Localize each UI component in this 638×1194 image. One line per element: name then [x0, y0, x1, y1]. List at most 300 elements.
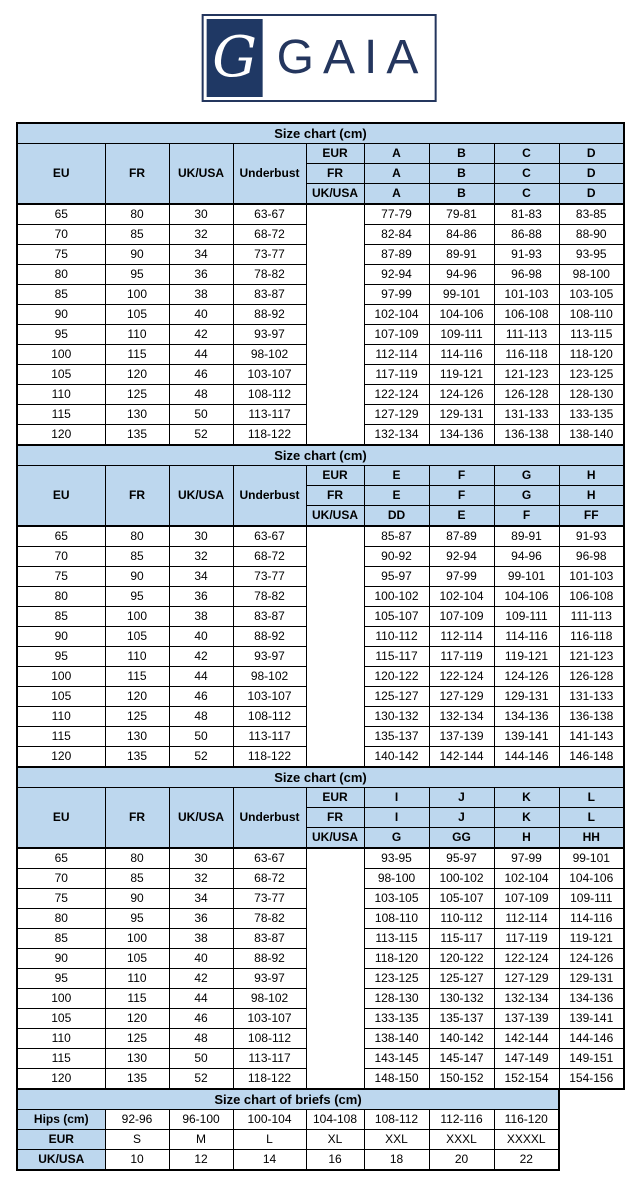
bust-range-cell: 84-86: [429, 225, 494, 245]
bust-range-cell: 142-144: [494, 1029, 559, 1049]
bust-range-cell: 93-95: [559, 245, 624, 265]
band-size-cell: 46: [169, 1009, 233, 1029]
bust-range-cell: 114-116: [429, 345, 494, 365]
band-size-cell: 50: [169, 405, 233, 425]
bust-range-cell: 115-117: [364, 647, 429, 667]
column-header: FR: [105, 466, 169, 527]
band-size-cell: 65: [17, 204, 105, 225]
briefs-value-cell: 116-120: [494, 1110, 559, 1130]
cup-size-header: F: [429, 466, 494, 486]
bust-range-cell: 114-116: [559, 909, 624, 929]
bust-range-cell: 122-124: [494, 949, 559, 969]
bust-range-cell: 134-136: [559, 989, 624, 1009]
bust-range-cell: 126-128: [559, 667, 624, 687]
briefs-value-cell: 112-116: [429, 1110, 494, 1130]
band-size-cell: 115: [17, 1049, 105, 1069]
band-size-cell: 44: [169, 989, 233, 1009]
band-size-cell: 83-87: [233, 607, 306, 627]
bust-range-cell: 146-148: [559, 747, 624, 768]
bust-range-cell: 133-135: [364, 1009, 429, 1029]
briefs-row: [17, 1130, 559, 1150]
briefs-value-cell: 20: [429, 1150, 494, 1171]
bust-range-cell: 123-125: [559, 365, 624, 385]
band-size-cell: 135: [105, 425, 169, 446]
band-size-cell: 120: [17, 747, 105, 768]
band-size-cell: 73-77: [233, 567, 306, 587]
band-size-cell: 90: [17, 627, 105, 647]
band-size-cell: 113-117: [233, 727, 306, 747]
band-size-cell: 85: [105, 547, 169, 567]
bust-range-cell: 94-96: [429, 265, 494, 285]
bust-range-cell: 154-156: [559, 1069, 624, 1090]
band-size-cell: 108-112: [233, 1029, 306, 1049]
table-title: Size chart (cm): [17, 767, 624, 788]
bust-range-cell: 124-126: [429, 385, 494, 405]
band-size-cell: 68-72: [233, 225, 306, 245]
bust-range-cell: 127-129: [364, 405, 429, 425]
briefs-row: [17, 1110, 559, 1130]
cup-size-header: E: [429, 506, 494, 527]
bust-range-cell: 87-89: [429, 526, 494, 547]
bust-range-cell: 137-139: [494, 1009, 559, 1029]
bust-range-cell: 131-133: [559, 687, 624, 707]
band-size-cell: 130: [105, 405, 169, 425]
bust-range-cell: 91-93: [559, 526, 624, 547]
bust-range-cell: 86-88: [494, 225, 559, 245]
bust-range-cell: 132-134: [429, 707, 494, 727]
band-size-cell: 85: [105, 869, 169, 889]
band-size-cell: 36: [169, 587, 233, 607]
bust-range-cell: 125-127: [364, 687, 429, 707]
empty-spacer-cell: [306, 526, 364, 767]
empty-spacer-cell: [306, 848, 364, 1089]
bust-range-cell: 144-146: [559, 1029, 624, 1049]
briefs-value-cell: 92-96: [105, 1110, 169, 1130]
bust-range-cell: 144-146: [494, 747, 559, 768]
band-size-cell: 90: [17, 305, 105, 325]
band-size-cell: 108-112: [233, 385, 306, 405]
bust-range-cell: 102-104: [494, 869, 559, 889]
band-size-cell: 68-72: [233, 869, 306, 889]
cup-size-header: A: [364, 184, 429, 205]
bust-range-cell: 132-134: [494, 989, 559, 1009]
cup-size-header: GG: [429, 828, 494, 849]
band-size-cell: 108-112: [233, 707, 306, 727]
cup-size-header: B: [429, 184, 494, 205]
band-size-cell: 78-82: [233, 909, 306, 929]
band-size-cell: 40: [169, 627, 233, 647]
cup-size-header: D: [559, 184, 624, 205]
size-row: [17, 204, 624, 225]
bra-size-chart-cups-i-l: [16, 766, 625, 1090]
band-size-cell: 93-97: [233, 325, 306, 345]
band-size-cell: 98-102: [233, 989, 306, 1009]
column-header: FR: [105, 144, 169, 205]
gaia-monogram-box: [207, 19, 263, 97]
band-size-cell: 110: [105, 325, 169, 345]
briefs-value-cell: 10: [105, 1150, 169, 1171]
bust-range-cell: 87-89: [364, 245, 429, 265]
bust-range-cell: 95-97: [364, 567, 429, 587]
bust-range-cell: 150-152: [429, 1069, 494, 1090]
band-size-cell: 52: [169, 747, 233, 768]
briefs-value-cell: XXL: [364, 1130, 429, 1150]
cup-size-header: A: [364, 144, 429, 164]
band-size-cell: 63-67: [233, 526, 306, 547]
bust-range-cell: 131-133: [494, 405, 559, 425]
gaia-logo: [202, 14, 437, 102]
band-size-cell: 95: [105, 909, 169, 929]
bust-range-cell: 85-87: [364, 526, 429, 547]
bust-range-cell: 92-94: [364, 265, 429, 285]
bust-range-cell: 117-119: [364, 365, 429, 385]
bust-range-cell: 91-93: [494, 245, 559, 265]
bust-range-cell: 124-126: [559, 949, 624, 969]
bust-range-cell: 92-94: [429, 547, 494, 567]
bust-range-cell: 145-147: [429, 1049, 494, 1069]
band-size-cell: 42: [169, 647, 233, 667]
cup-size-header: H: [494, 828, 559, 849]
bust-range-cell: 110-112: [429, 909, 494, 929]
cup-size-header: I: [364, 808, 429, 828]
table-title: Size chart of briefs (cm): [17, 1089, 559, 1110]
column-header: Underbust: [233, 466, 306, 527]
band-size-cell: 105: [105, 305, 169, 325]
bust-range-cell: 107-109: [364, 325, 429, 345]
band-size-cell: 80: [17, 909, 105, 929]
bust-range-cell: 135-137: [429, 1009, 494, 1029]
bust-range-cell: 143-145: [364, 1049, 429, 1069]
bust-range-cell: 119-121: [494, 647, 559, 667]
band-size-cell: 50: [169, 727, 233, 747]
bust-range-cell: 140-142: [429, 1029, 494, 1049]
bust-range-cell: 103-105: [364, 889, 429, 909]
column-header: UK/USA: [169, 466, 233, 527]
column-header: Underbust: [233, 144, 306, 205]
bust-range-cell: 88-90: [559, 225, 624, 245]
bust-range-cell: 135-137: [364, 727, 429, 747]
band-size-cell: 63-67: [233, 204, 306, 225]
bust-range-cell: 93-95: [364, 848, 429, 869]
bust-range-cell: 100-102: [429, 869, 494, 889]
bust-range-cell: 106-108: [494, 305, 559, 325]
briefs-value-cell: 22: [494, 1150, 559, 1171]
bust-range-cell: 101-103: [559, 567, 624, 587]
sizing-system-label: FR: [306, 486, 364, 506]
bust-range-cell: 95-97: [429, 848, 494, 869]
cup-size-header: HH: [559, 828, 624, 849]
bust-range-cell: 127-129: [494, 969, 559, 989]
sizing-system-label: UK/USA: [306, 506, 364, 527]
bust-range-cell: 111-113: [494, 325, 559, 345]
cup-size-header: E: [364, 486, 429, 506]
band-size-cell: 115: [105, 345, 169, 365]
header-row: [17, 788, 624, 808]
cup-size-header: K: [494, 788, 559, 808]
band-size-cell: 120: [105, 365, 169, 385]
bust-range-cell: 109-111: [429, 325, 494, 345]
table-title: Size chart (cm): [17, 123, 624, 144]
bust-range-cell: 116-118: [494, 345, 559, 365]
band-size-cell: 70: [17, 547, 105, 567]
bust-range-cell: 136-138: [494, 425, 559, 446]
band-size-cell: 90: [17, 949, 105, 969]
bust-range-cell: 132-134: [364, 425, 429, 446]
band-size-cell: 52: [169, 1069, 233, 1090]
band-size-cell: 65: [17, 848, 105, 869]
band-size-cell: 63-67: [233, 848, 306, 869]
briefs-value-cell: M: [169, 1130, 233, 1150]
bust-range-cell: 116-118: [559, 627, 624, 647]
band-size-cell: 88-92: [233, 305, 306, 325]
band-size-cell: 130: [105, 727, 169, 747]
band-size-cell: 30: [169, 848, 233, 869]
band-size-cell: 85: [105, 225, 169, 245]
column-header: UK/USA: [169, 144, 233, 205]
bust-range-cell: 97-99: [364, 285, 429, 305]
bust-range-cell: 139-141: [494, 727, 559, 747]
briefs-row-header: UK/USA: [17, 1150, 105, 1171]
band-size-cell: 110: [17, 385, 105, 405]
band-size-cell: 118-122: [233, 747, 306, 768]
band-size-cell: 135: [105, 747, 169, 768]
band-size-cell: 95: [17, 647, 105, 667]
band-size-cell: 100: [17, 345, 105, 365]
band-size-cell: 93-97: [233, 969, 306, 989]
bust-range-cell: 121-123: [494, 365, 559, 385]
band-size-cell: 36: [169, 265, 233, 285]
band-size-cell: 103-107: [233, 1009, 306, 1029]
band-size-cell: 113-117: [233, 1049, 306, 1069]
bust-range-cell: 134-136: [429, 425, 494, 446]
bust-range-cell: 129-131: [429, 405, 494, 425]
briefs-size-chart: [16, 1088, 560, 1171]
band-size-cell: 80: [105, 848, 169, 869]
bust-range-cell: 107-109: [429, 607, 494, 627]
bust-range-cell: 102-104: [364, 305, 429, 325]
cup-size-header: H: [559, 486, 624, 506]
band-size-cell: 98-102: [233, 345, 306, 365]
table-title-row: [17, 1089, 559, 1110]
band-size-cell: 83-87: [233, 929, 306, 949]
bust-range-cell: 112-114: [494, 909, 559, 929]
briefs-row: [17, 1150, 559, 1171]
bust-range-cell: 107-109: [494, 889, 559, 909]
bust-range-cell: 117-119: [494, 929, 559, 949]
sizing-system-label: EUR: [306, 466, 364, 486]
cup-size-header: A: [364, 164, 429, 184]
bust-range-cell: 136-138: [559, 707, 624, 727]
column-header: UK/USA: [169, 788, 233, 849]
bust-range-cell: 113-115: [559, 325, 624, 345]
band-size-cell: 110: [105, 647, 169, 667]
band-size-cell: 103-107: [233, 365, 306, 385]
band-size-cell: 46: [169, 687, 233, 707]
cup-size-header: F: [494, 506, 559, 527]
bust-range-cell: 98-100: [364, 869, 429, 889]
band-size-cell: 115: [17, 727, 105, 747]
bust-range-cell: 113-115: [364, 929, 429, 949]
table-title-row: [17, 445, 624, 466]
bust-range-cell: 112-114: [364, 345, 429, 365]
band-size-cell: 115: [105, 989, 169, 1009]
bust-range-cell: 125-127: [429, 969, 494, 989]
band-size-cell: 93-97: [233, 647, 306, 667]
bust-range-cell: 149-151: [559, 1049, 624, 1069]
band-size-cell: 95: [17, 969, 105, 989]
band-size-cell: 100: [105, 607, 169, 627]
band-size-cell: 85: [17, 607, 105, 627]
band-size-cell: 105: [105, 627, 169, 647]
band-size-cell: 98-102: [233, 667, 306, 687]
band-size-cell: 110: [17, 707, 105, 727]
cup-size-header: C: [494, 144, 559, 164]
briefs-value-cell: 12: [169, 1150, 233, 1171]
bust-range-cell: 81-83: [494, 204, 559, 225]
bust-range-cell: 128-130: [364, 989, 429, 1009]
bust-range-cell: 141-143: [559, 727, 624, 747]
bust-range-cell: 123-125: [364, 969, 429, 989]
bust-range-cell: 108-110: [559, 305, 624, 325]
bust-range-cell: 120-122: [429, 949, 494, 969]
bust-range-cell: 114-116: [494, 627, 559, 647]
band-size-cell: 95: [105, 265, 169, 285]
bust-range-cell: 104-106: [429, 305, 494, 325]
bust-range-cell: 100-102: [364, 587, 429, 607]
band-size-cell: 125: [105, 385, 169, 405]
cup-size-header: L: [559, 808, 624, 828]
bust-range-cell: 83-85: [559, 204, 624, 225]
cup-size-header: L: [559, 788, 624, 808]
column-header: EU: [17, 466, 105, 527]
sizing-system-label: FR: [306, 808, 364, 828]
band-size-cell: 44: [169, 667, 233, 687]
band-size-cell: 80: [105, 204, 169, 225]
band-size-cell: 105: [17, 1009, 105, 1029]
bust-range-cell: 108-110: [364, 909, 429, 929]
band-size-cell: 65: [17, 526, 105, 547]
band-size-cell: 42: [169, 325, 233, 345]
cup-size-header: B: [429, 144, 494, 164]
band-size-cell: 118-122: [233, 425, 306, 446]
band-size-cell: 120: [17, 425, 105, 446]
bust-range-cell: 102-104: [429, 587, 494, 607]
sizing-system-label: EUR: [306, 144, 364, 164]
bust-range-cell: 109-111: [559, 889, 624, 909]
bust-range-cell: 109-111: [494, 607, 559, 627]
bust-range-cell: 117-119: [429, 647, 494, 667]
bust-range-cell: 130-132: [429, 989, 494, 1009]
band-size-cell: 83-87: [233, 285, 306, 305]
cup-size-header: DD: [364, 506, 429, 527]
band-size-cell: 32: [169, 225, 233, 245]
bust-range-cell: 137-139: [429, 727, 494, 747]
bust-range-cell: 120-122: [364, 667, 429, 687]
band-size-cell: 115: [105, 667, 169, 687]
briefs-value-cell: XXXL: [429, 1130, 494, 1150]
bust-range-cell: 111-113: [559, 607, 624, 627]
cup-size-header: C: [494, 164, 559, 184]
band-size-cell: 120: [105, 1009, 169, 1029]
band-size-cell: 75: [17, 567, 105, 587]
cup-size-header: J: [429, 788, 494, 808]
bust-range-cell: 128-130: [559, 385, 624, 405]
size-charts-container: [16, 122, 625, 1171]
bust-range-cell: 96-98: [559, 547, 624, 567]
band-size-cell: 85: [17, 929, 105, 949]
bust-range-cell: 94-96: [494, 547, 559, 567]
cup-size-header: C: [494, 184, 559, 205]
header-row: [17, 466, 624, 486]
bust-range-cell: 121-123: [559, 647, 624, 667]
bust-range-cell: 96-98: [494, 265, 559, 285]
band-size-cell: 90: [105, 245, 169, 265]
band-size-cell: 75: [17, 889, 105, 909]
bust-range-cell: 133-135: [559, 405, 624, 425]
bust-range-cell: 97-99: [429, 567, 494, 587]
empty-spacer-cell: [306, 204, 364, 445]
band-size-cell: 38: [169, 607, 233, 627]
briefs-value-cell: S: [105, 1130, 169, 1150]
band-size-cell: 105: [105, 949, 169, 969]
band-size-cell: 115: [17, 405, 105, 425]
bust-range-cell: 138-140: [364, 1029, 429, 1049]
band-size-cell: 80: [17, 587, 105, 607]
cup-size-header: D: [559, 164, 624, 184]
column-header: EU: [17, 788, 105, 849]
band-size-cell: 52: [169, 425, 233, 446]
cup-size-header: G: [364, 828, 429, 849]
band-size-cell: 50: [169, 1049, 233, 1069]
bust-range-cell: 105-107: [429, 889, 494, 909]
band-size-cell: 100: [105, 285, 169, 305]
cup-size-header: E: [364, 466, 429, 486]
briefs-row-header: EUR: [17, 1130, 105, 1150]
table-title-row: [17, 767, 624, 788]
header-row: [17, 144, 624, 164]
band-size-cell: 95: [105, 587, 169, 607]
band-size-cell: 125: [105, 1029, 169, 1049]
band-size-cell: 36: [169, 909, 233, 929]
bra-size-chart-cups-e-h: [16, 444, 625, 768]
bust-range-cell: 103-105: [559, 285, 624, 305]
band-size-cell: 80: [105, 526, 169, 547]
bust-range-cell: 77-79: [364, 204, 429, 225]
bust-range-cell: 101-103: [494, 285, 559, 305]
band-size-cell: 73-77: [233, 889, 306, 909]
band-size-cell: 78-82: [233, 265, 306, 285]
briefs-value-cell: 18: [364, 1150, 429, 1171]
size-row: [17, 848, 624, 869]
cup-size-header: J: [429, 808, 494, 828]
briefs-value-cell: 104-108: [306, 1110, 364, 1130]
bust-range-cell: 97-99: [494, 848, 559, 869]
band-size-cell: 118-122: [233, 1069, 306, 1090]
cup-size-header: D: [559, 144, 624, 164]
band-size-cell: 34: [169, 567, 233, 587]
band-size-cell: 32: [169, 869, 233, 889]
bust-range-cell: 99-101: [559, 848, 624, 869]
bust-range-cell: 112-114: [429, 627, 494, 647]
band-size-cell: 46: [169, 365, 233, 385]
band-size-cell: 90: [105, 567, 169, 587]
band-size-cell: 100: [17, 667, 105, 687]
bust-range-cell: 99-101: [429, 285, 494, 305]
band-size-cell: 113-117: [233, 405, 306, 425]
band-size-cell: 32: [169, 547, 233, 567]
bust-range-cell: 104-106: [494, 587, 559, 607]
band-size-cell: 135: [105, 1069, 169, 1090]
